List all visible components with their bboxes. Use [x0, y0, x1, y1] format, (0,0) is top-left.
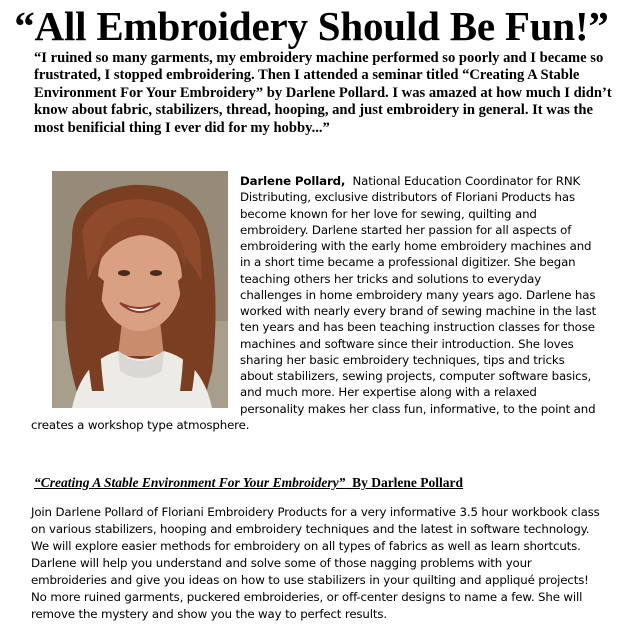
testimonial-quote: “I ruined so many garments, my embroidery machine performed so poorly and I became so frustrated, I stopped embroidering. Then I attended a seminar titled “Creating A Stable Environment For Your Embroidery” by Darlene Pollard. I was amazed at how much I didn’t know about fabric, stabilizers, thread, hooping, and just embroidery in general. It was the most benificial thing I ever did for my hobby...” — [34, 50, 612, 136]
seminar-description: Join Darlene Pollard of Floriani Embroidery Products for a very informative 3.5 hour workbook class on various stabilizers, hooping and embroidery techniques and the latest in software technology. We will explore easier methods for embroidery on all types of fabrics as well as learn shortcuts. Darlene will help you understand and solve some of those nagging problems with your embroideries and give you ideas on how to use stabilizers in your quilting and appliqué projects! No more ruined garments, puckered embroideries, or off-center designs to name a few. She will remove the mystery and show you the way to perfect results. — [31, 505, 600, 621]
bio-text: National Education Coordinator for RNK Distributing, exclusive distributors of Floriani Products has become known for her love for sewing, quilting and embroidery. Darlene started her passion for all aspects of embroidering with the early home embroidery machines and in a short time became a professional digitizer. She began teaching others her tricks and solutions to everyday challenges in home embroidery many years ago. Darlene has worked with nearly every brand of sewing machine in the last ten years and has been teaching instruction classes for those machines and software since their introduction. She loves sharing her basic embroidery techniques, tips and tricks about stabilizers, sewing projects, computer software basics, and much more. Her expertise along with a relaxed personality makes her class fun, informative, to the point and creates a workshop type atmosphere. — [31, 174, 597, 432]
photo-float-spacer — [31, 173, 240, 412]
page-headline: “All Embroidery Should Be Fun!” — [14, 3, 609, 49]
seminar-author: By Darlene Pollard — [352, 475, 464, 490]
seminar-title: “Creating A Stable Environment For Your Embroidery” — [34, 475, 346, 490]
presenter-bio — [31, 173, 601, 433]
seminar-heading — [34, 474, 614, 491]
presenter-name: Darlene Pollard, — [240, 174, 346, 188]
